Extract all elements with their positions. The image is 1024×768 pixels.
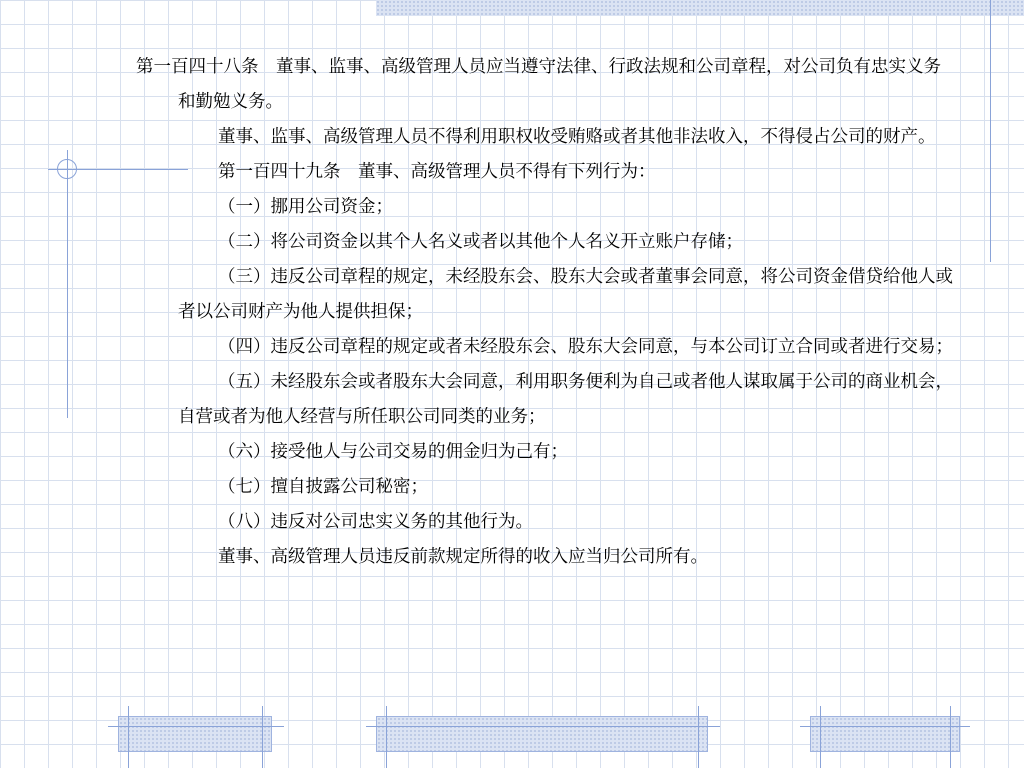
closing-paragraph: 董事、高级管理人员违反前款规定所得的收入应当归公司所有。 xyxy=(218,547,708,567)
article-148-paragraph: 第一百四十八条 董事、监事、高级管理人员应当遵守法律、行政法规和公司章程，对公司负有忠实义务和勤勉义务。 xyxy=(136,57,941,112)
list-item-1: （一）挪用公司资金； xyxy=(218,197,393,217)
bottom-tick-middle-a xyxy=(386,706,387,768)
article-148-second-paragraph: 董事、监事、高级管理人员不得利用职权收受贿赂或者其他非法收入，不得侵占公司的财产。 xyxy=(218,127,936,147)
bottom-rule-middle xyxy=(366,726,720,727)
bottom-tick-right-b xyxy=(950,706,951,768)
bottom-decorative-box-right xyxy=(810,716,960,752)
bottom-tick-right-a xyxy=(820,706,821,768)
document-body xyxy=(136,50,956,575)
list-item-5: （五）未经股东会或者股东大会同意，利用职务便利为自己或者他人谋取属于公司的商业机会，自营或者为他人经营与所任职公司同类的业务； xyxy=(178,372,953,427)
bottom-tick-left-b xyxy=(262,706,263,768)
right-vertical-rule xyxy=(990,0,991,262)
bottom-decorative-box-left xyxy=(118,716,272,752)
article-149-paragraph: 第一百四十九条 董事、高级管理人员不得有下列行为： xyxy=(218,162,656,182)
circle-ornament xyxy=(57,159,77,179)
left-vertical-rule xyxy=(67,150,68,418)
list-item-4: （四）违反公司章程的规定或者未经股东会、股东大会同意，与本公司订立合同或者进行交易； xyxy=(218,337,953,357)
top-decorative-band xyxy=(376,0,1024,16)
bottom-tick-middle-b xyxy=(698,706,699,768)
list-item-3: （三）违反公司章程的规定，未经股东会、股东大会或者董事会同意，将公司资金借贷给他人或者以公司财产为他人提供担保； xyxy=(178,267,953,322)
bottom-rule-left xyxy=(108,726,284,727)
list-item-6: （六）接受他人与公司交易的佣金归为己有； xyxy=(218,442,568,462)
list-item-7: （七）擅自披露公司秘密； xyxy=(218,477,428,497)
bottom-rule-right xyxy=(800,726,970,727)
list-item-2: （二）将公司资金以其个人名义或者以其他个人名义开立账户存储； xyxy=(218,232,743,252)
bottom-tick-left-a xyxy=(128,706,129,768)
bottom-decorative-box-middle xyxy=(376,716,708,752)
list-item-8: （八）违反对公司忠实义务的其他行为。 xyxy=(218,512,533,532)
